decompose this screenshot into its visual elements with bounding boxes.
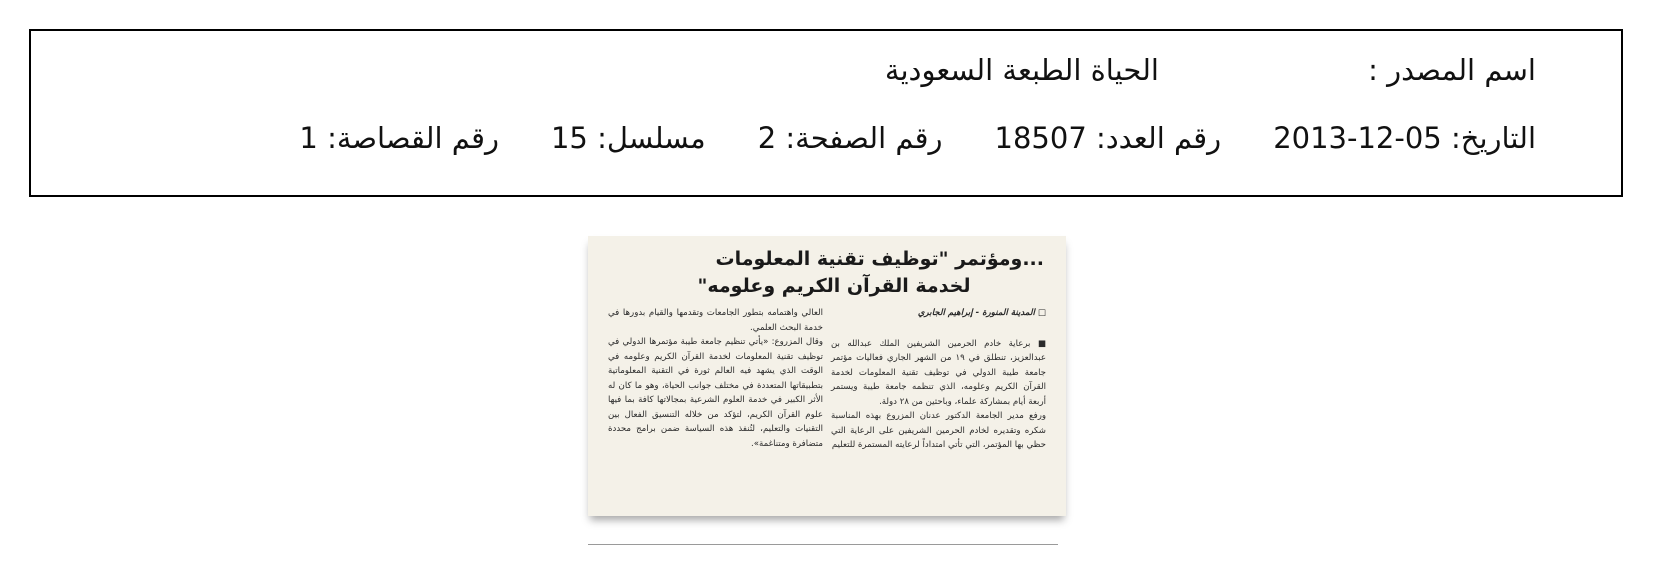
page-label: رقم الصفحة: [785,121,943,155]
clip-number-label: رقم القصاصة: [327,121,499,155]
article-column-left [608,306,823,451]
date-field [1273,121,1536,155]
serial-field [551,121,706,155]
issue-value: 18507 [994,121,1087,155]
date-label: التاريخ: [1450,121,1536,155]
page-value: 2 [757,121,777,155]
date-value: 2013-12-05 [1273,121,1442,155]
serial-label: مسلسل: [597,121,706,155]
clip-number-field [299,121,499,155]
paragraph: وقال المزروع: «يأتي تنظيم جامعة طيبة مؤتمرها الدولي في توظيف تقنية المعلومات لخدمة القرآن الكريم وعلومه في الوقت الذي يشهد فيه العالم ثورة في التقنية المعلوماتية بتطبيقاتها المتعددة في مختلف جوانب الحياة، وهو ما كان له الأثر الكبير في خدمة العلوم الشرعية بمجالاتها كافة بما فيها علوم القرآن الكريم، لتؤكد من خلاله التنسيق الفعال بين التقنيات والتعليم، لتُنفذ هذه السياسة ضمن برامج محددة متضافرة ومتناغمة». [608,337,823,449]
clipping-divider [588,544,1058,545]
article-byline: □ المدينة المنورة - إبراهيم الجابري [917,308,1046,318]
issue-label: رقم العدد: [1096,121,1222,155]
clip-number-value: 1 [299,121,318,155]
headline-line-1: ...ومؤتمر "توظيف تقنية المعلومات [715,248,1044,270]
article-headline [604,246,1044,300]
newspaper-clipping [588,236,1066,516]
page-field [758,121,943,155]
source-value: الحياة الطبعة السعودية [884,53,1159,87]
paragraph: ورفع مدير الجامعة الدكتور عدنان المزروع بهذه المناسبة شكره وتقديره لخادم الحرمين الشريفين على الرعاية التي حظي بها المؤتمر، التي تأتي امتداداً لرعايته المستمرة للتعليم [831,411,1046,450]
source-info-box [29,29,1623,197]
headline-line-2: لخدمة القرآن الكريم وعلومه" [697,275,971,297]
source-label: اسم المصدر : [1368,53,1536,87]
serial-value: 15 [550,121,588,155]
issue-field [995,121,1222,155]
paragraph: العالي واهتمامه بتطور الجامعات وتقدمها والقيام بدورها في خدمة البحث العلمي. [608,308,823,333]
article-column-right [831,306,1046,453]
metadata-row [299,121,1536,155]
paragraph: ■ برعاية خادم الحرمين الشريفين الملك عبدالله بن عبدالعزيز، تنطلق في ١٩ من الشهر الجاري فعاليات مؤتمر جامعة طيبة الدولي في توظيف تقنية المعلومات لخدمة القرآن الكريم وعلومه، الذي تنظمه جامعة طيبة ويستمر أربعة أيام بمشاركة علماء، وباحثين من ٢٨ دولة. [831,338,1047,407]
